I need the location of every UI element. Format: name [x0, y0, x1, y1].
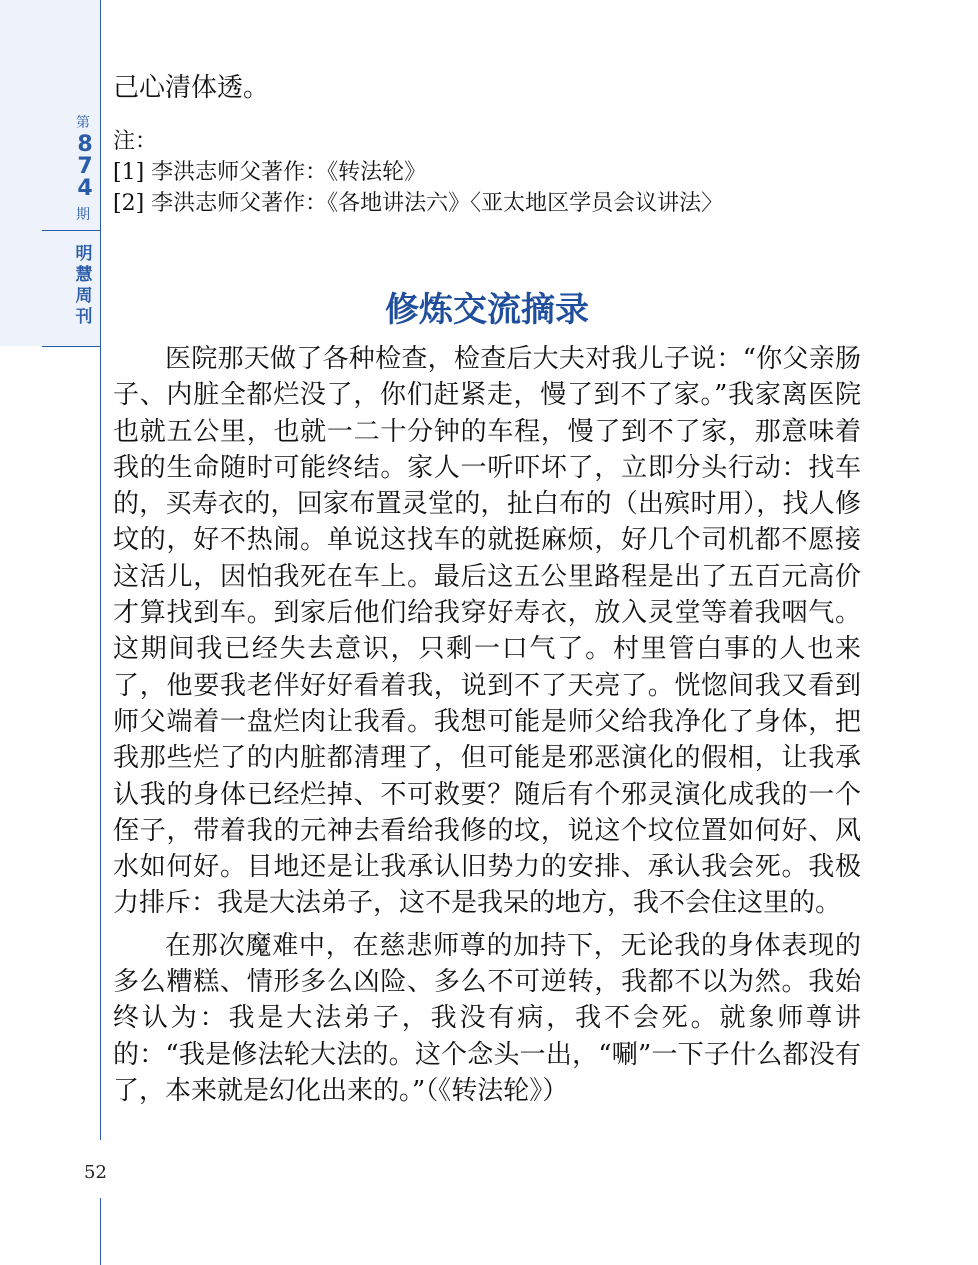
continued-text-line: 己心清体透。 [113, 73, 270, 103]
body-paragraph: 医院那天做了各种检查，检查后大夫对我儿子说：“你父亲肠子、内脏全都烂没了，你们赶紧走，慢了到不了家。”我家离医院也就五公里，也就一二十分钟的车程，慢了到不了家，那意味着我的生命随时可能终结。家人一听吓坏了，立即分头行动：找车的，买寿衣的，回家布置灵堂的，扯白布的（出殡时用），找人修坟的，好不热闹。单说这找车的就挺麻烦，好几个司机都不愿接这活儿，因怕我死在车上。最后这五公里路程是出了五百元高价才算找到车。到家后他们给我穿好寿衣，放入灵堂等着我咽气。这期间我已经失去意识，只剩一口气了。村里管白事的人也来了，他要我老伴好好看着我，说到不了天亮了。恍惚间我又看到师父端着一盘烂肉让我看。我想可能是师父给我净化了身体，把我那些烂了的内脏都清理了，但可能是邪恶演化的假相，让我承认我的身体已经烂掉、不可救要？随后有个邪灵演化成我的一个侄子，带着我的元神去看给我修的坟，说这个坟位置如何好、风水如何好。目地还是让我承认旧势力的安排、承认我会死。我极力排斥：我是大法弟子，这不是我呆的地方，我不会住这里的。 [113, 344, 861, 919]
body-paragraph: 在那次魔难中，在慈悲师尊的加持下，无论我的身体表现的多么糟糕、情形多么凶险、多么不可逆转，我都不以为然。我始终认为：我是大法弟子，我没有病，我不会死。就象师尊讲的：“我是修法轮大法的。这个念头一出，“唰”一下子什么都没有了，本来就是幻化出来的。”（《转法轮》） [113, 930, 861, 1106]
sidebar-divider-line-bottom [100, 1198, 101, 1265]
publication-name: 明慧周刊 [75, 244, 93, 327]
notes-section [113, 126, 723, 219]
note-item: [2] 李洪志师父著作：《各地讲法六》〈亚太地区学员会议讲法〉 [113, 191, 724, 216]
notes-label: 注： [113, 129, 158, 154]
sidebar-divider-line [100, 0, 101, 1140]
issue-number: 874 [77, 132, 93, 201]
note-item: [1] 李洪志师父著作：《转法轮》 [113, 160, 427, 185]
article-body [113, 341, 861, 1115]
article-title: 修炼交流摘录 [385, 290, 589, 330]
page-number: 52 [84, 1162, 107, 1183]
issue-suffix: 期 [76, 207, 90, 223]
issue-prefix: 第 [76, 115, 90, 131]
